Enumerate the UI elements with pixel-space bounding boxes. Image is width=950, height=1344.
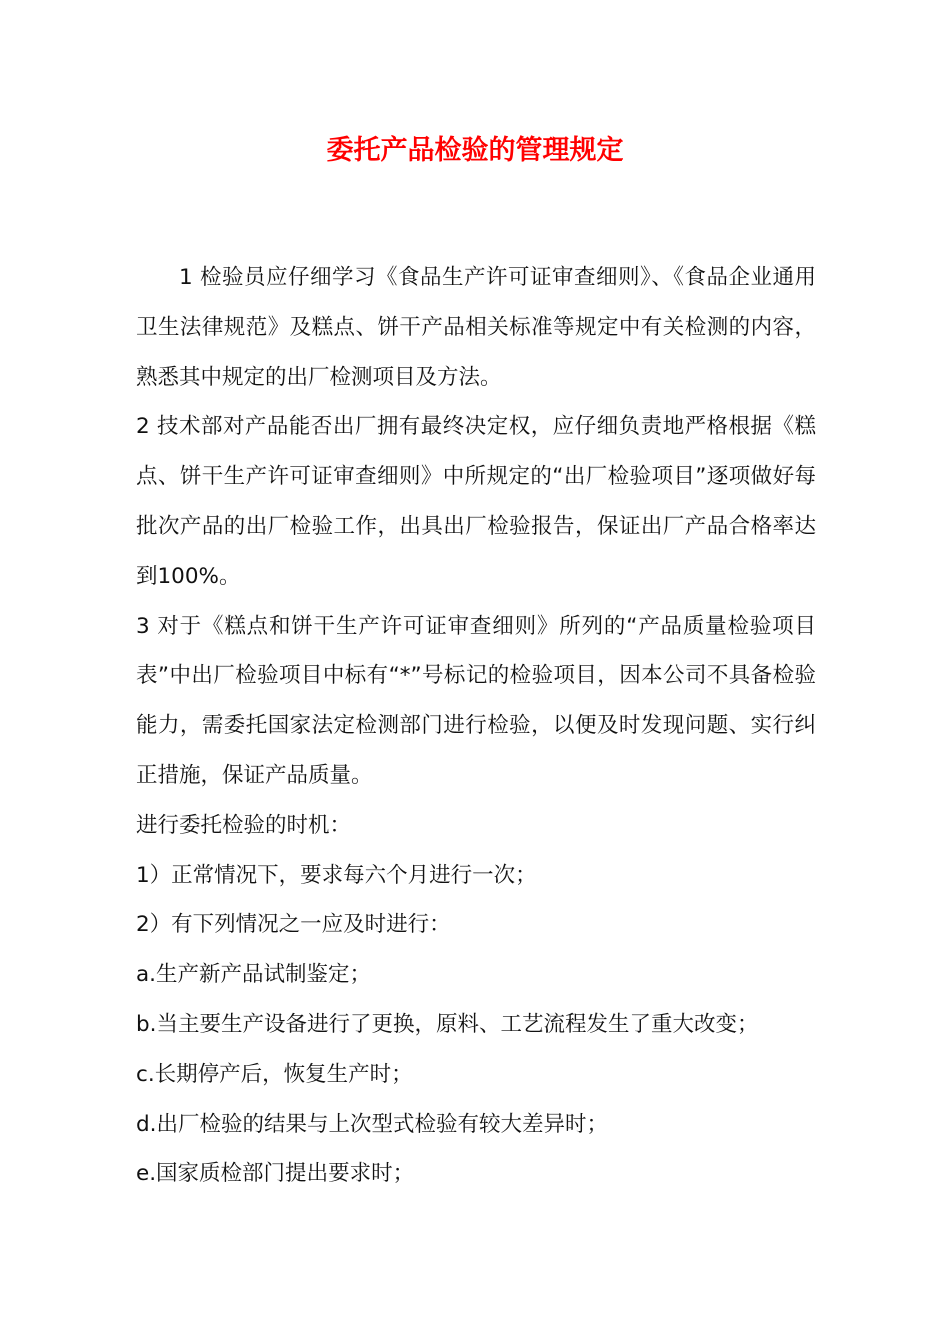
paragraph-2: 2 技术部对产品能否出厂拥有最终决定权，应仔细负责地严格根据《糕点、饼干生产许可证审查细则》中所规定的“出厂检验项目”逐项做好每批次产品的出厂检验工作，出具出厂检验报告，保证出厂产品合格率达到100%。 [136, 414, 816, 589]
condition-item-d: d.出厂检验的结果与上次型式检验有较大差异时； [136, 1111, 608, 1137]
document-title: 委托产品检验的管理规定 [326, 135, 624, 166]
condition-item-e: e.国家质检部门提出要求时； [136, 1161, 415, 1187]
timing-item-2: 2）有下列情况之一应及时进行： [136, 912, 451, 938]
paragraph-1: 1 检验员应仔细学习《食品生产许可证审查细则》、《食品企业通用卫生法律规范》及糕点、饼干产品相关标准等规定中有关检测的内容，熟悉其中规定的出厂检测项目及方法。 [136, 265, 816, 390]
timing-heading: 进行委托检验的时机： [136, 812, 352, 838]
condition-item-a: a.生产新产品试制鉴定； [136, 962, 372, 988]
paragraph-3: 3 对于《糕点和饼干生产许可证审查细则》所列的“产品质量检验项目表”中出厂检验项目中标有“*”号标记的检验项目，因本公司不具备检验能力，需委托国家法定检测部门进行检验，以便及时发现问题、实行纠正措施，保证产品质量。 [136, 613, 816, 788]
condition-item-b: b.当主要生产设备进行了更换，原料、工艺流程发生了重大改变； [136, 1011, 759, 1037]
timing-item-1: 1）正常情况下，要求每六个月进行一次； [136, 862, 537, 888]
condition-item-c: c.长期停产后，恢复生产时； [136, 1061, 413, 1087]
document-body [136, 253, 816, 1199]
